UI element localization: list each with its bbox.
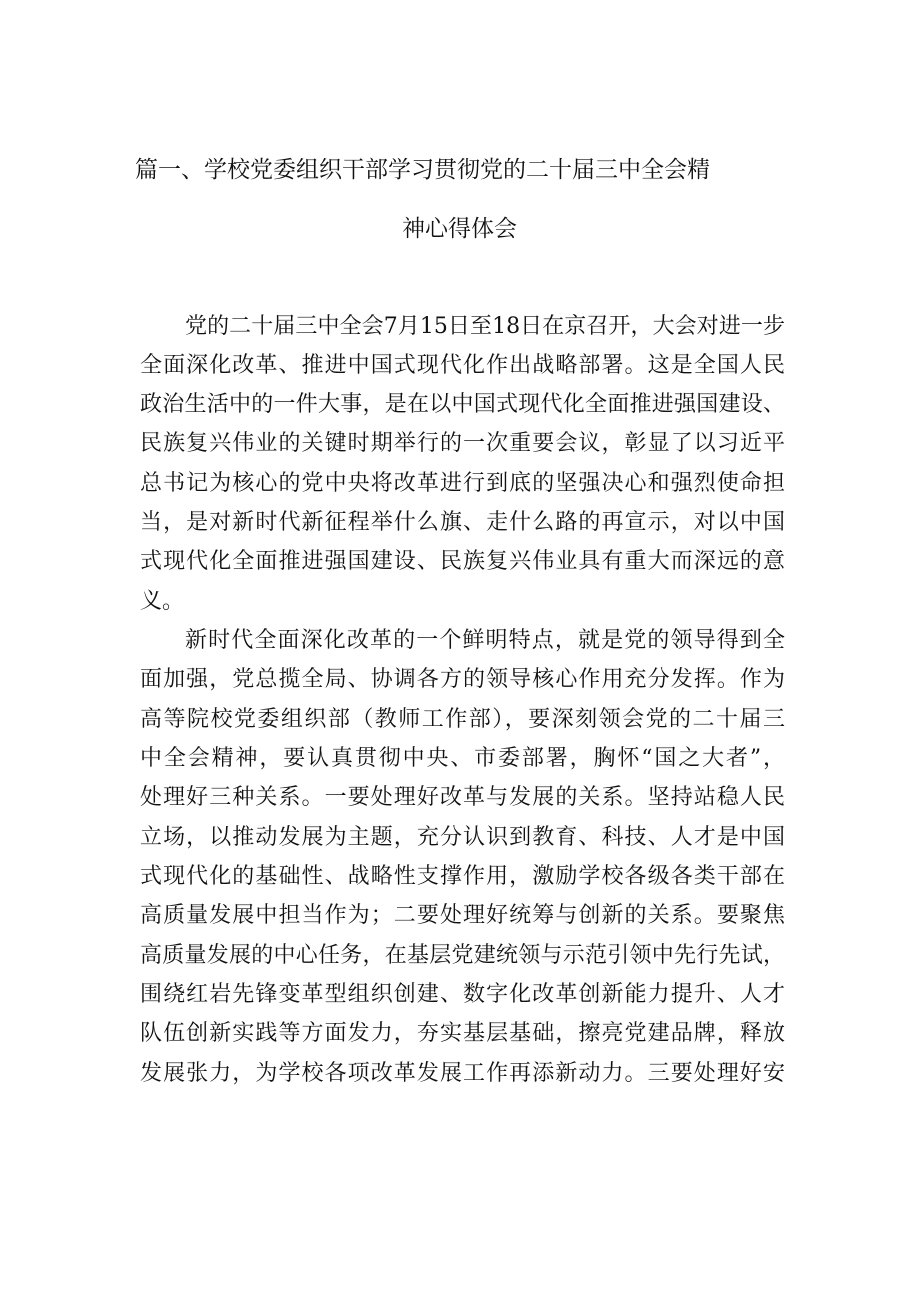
paragraph-2-line-1: 新时代全面深化改革的一个鲜明特点，就是党的领导得到全 — [185, 628, 785, 653]
paragraph-1-line-3: 政治生活中的一件大事，是在以中国式现代化全面推进强国建设、 — [140, 392, 785, 417]
paragraph-2-line-10: 围绕红岩先锋变革型组织创建、数字化改革创新能力提升、人才 — [140, 982, 785, 1007]
paragraph-1-line-5: 总书记为核心的党中央将改革进行到底的坚强决心和强烈使命担 — [140, 471, 785, 496]
paragraph-1-line-4: 民族复兴伟业的关键时期举行的一次重要会议，彰显了以习近平 — [140, 431, 785, 456]
paragraph-1-line-8: 义。 — [140, 589, 185, 614]
paragraph-2-line-11: 队伍创新实践等方面发力，夯实基层基础，擦亮党建品牌，释放 — [140, 1021, 785, 1046]
paragraph-2-line-5: 处理好三种关系。一要处理好改革与发展的关系。坚持站稳人民 — [140, 785, 785, 810]
paragraph-2-line-7: 式现代化的基础性、战略性支撑作用，激励学校各级各类干部在 — [140, 864, 785, 889]
paragraph-2-line-2: 面加强，党总揽全局、协调各方的领导核心作用充分发挥。作为 — [140, 667, 785, 692]
paragraph-1-line-7: 式现代化全面推进强国建设、民族复兴伟业具有重大而深远的意 — [140, 549, 785, 574]
paragraph-2-line-12: 发展张力，为学校各项改革发展工作再添新动力。三要处理好安 — [140, 1061, 785, 1086]
paragraph-2-line-3: 高等院校党委组织部（教师工作部），要深刻领会党的二十届三 — [140, 707, 785, 732]
paragraph-1-line-1: 党的二十届三中全会7月15日至18日在京召开，大会对进一步 — [185, 314, 785, 339]
paragraph-2-line-6: 立场，以推动发展为主题，充分认识到教育、科技、人才是中国 — [140, 825, 785, 850]
document-title-line-2: 神心得体会 — [402, 216, 517, 242]
document-title-line-1: 篇一、学校党委组织干部学习贯彻党的二十届三中全会精 — [135, 157, 710, 183]
paragraph-2-line-4: 中全会精神，要认真贯彻中央、市委部署，胸怀“国之大者”， — [140, 746, 785, 771]
paragraph-1-line-6: 当，是对新时代新征程举什么旗、走什么路的再宣示，对以中国 — [140, 510, 785, 535]
paragraph-2-line-8: 高质量发展中担当作为；二要处理好统筹与创新的关系。要聚焦 — [140, 903, 785, 928]
paragraph-2-line-9: 高质量发展的中心任务，在基层党建统领与示范引领中先行先试， — [140, 943, 785, 968]
paragraph-1-line-2: 全面深化改革、推进中国式现代化作出战略部署。这是全国人民 — [140, 353, 785, 378]
